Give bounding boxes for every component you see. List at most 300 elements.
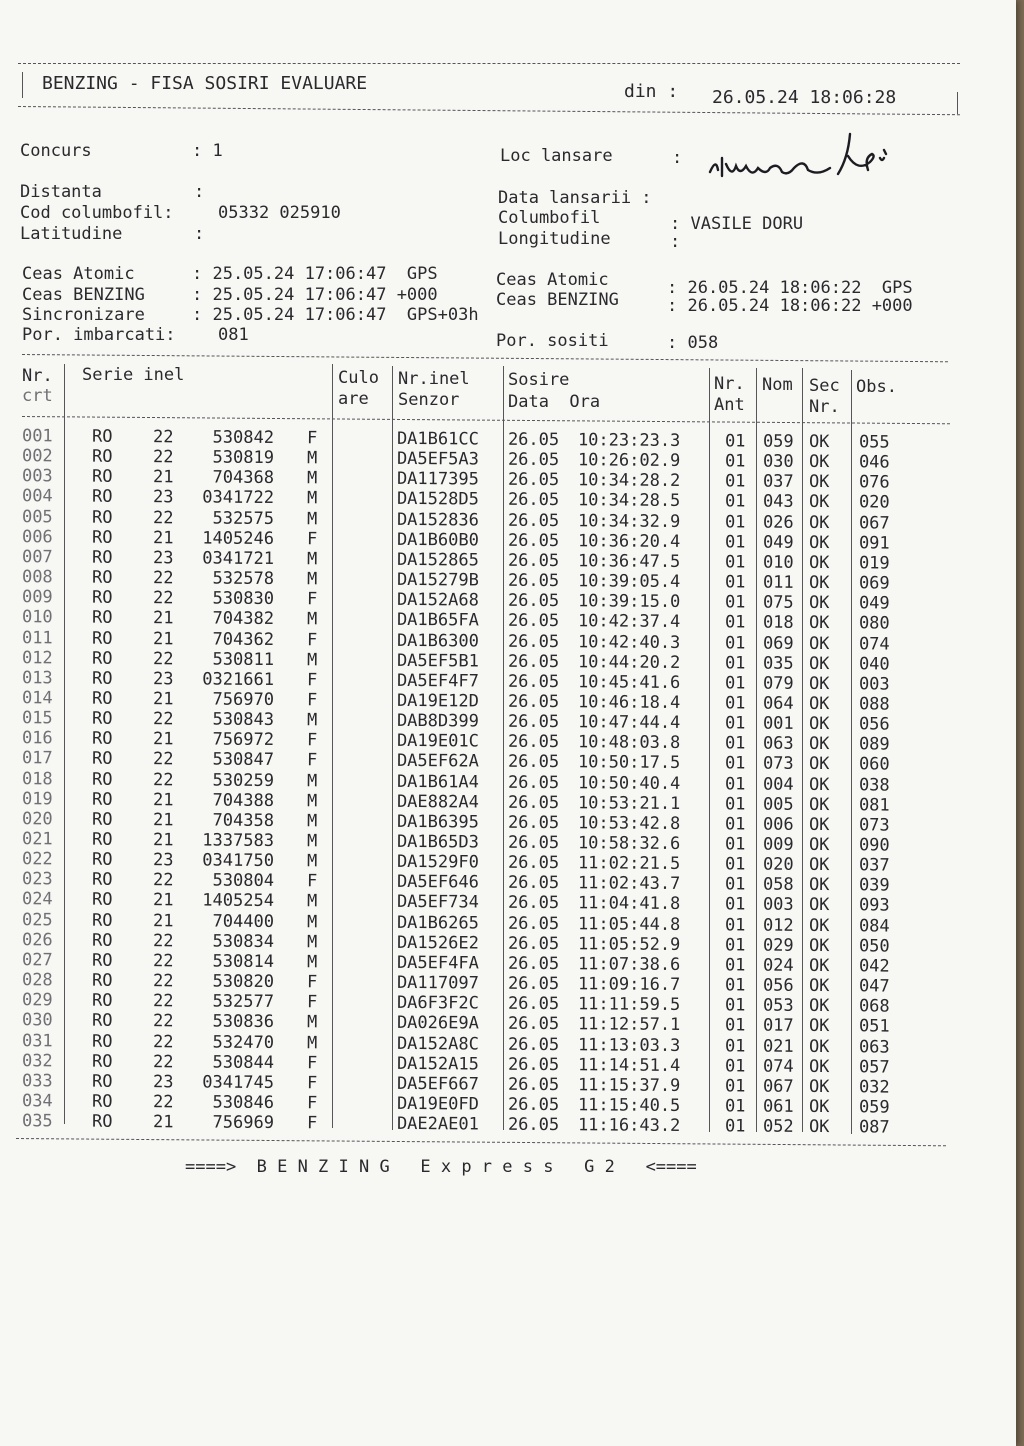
cell-ant: 01 — [724, 1076, 746, 1097]
cell-ring: 530830 — [212, 588, 275, 610]
cell-cc: RO — [91, 466, 113, 488]
cell-nom: 056 — [762, 975, 794, 996]
cell-obs: 039 — [858, 875, 890, 896]
cell-nr: 020 — [21, 809, 53, 830]
cell-sensor: DA1B6300 — [396, 630, 479, 652]
cell-cc: RO — [91, 1091, 113, 1112]
cell-sex: M — [306, 932, 318, 953]
hdr-sec-2: Nr. — [809, 397, 840, 417]
cell-ant: 01 — [724, 975, 746, 996]
cell-sec: OK — [808, 492, 830, 513]
cell-nom: 058 — [762, 874, 794, 896]
cell-sensor: DA152A68 — [396, 590, 479, 611]
cell-sex: M — [306, 831, 318, 852]
cell-sec: OK — [808, 693, 830, 715]
cell-cc: RO — [91, 809, 113, 830]
cell-ring: 704368 — [212, 467, 275, 489]
cell-cc: RO — [91, 608, 113, 629]
cell-cc: RO — [91, 446, 113, 467]
table-top-rule — [22, 354, 948, 362]
page-title: BENZING - FISA SOSIRI EVALUARE — [42, 73, 368, 94]
cell-nom: 011 — [762, 572, 794, 593]
cell-yy: 21 — [152, 628, 174, 649]
cell-time: 11:14:51.4 — [577, 1054, 681, 1076]
cod-value: 05332 025910 — [218, 203, 341, 223]
cell-ant: 01 — [724, 1116, 746, 1137]
cell-obs: 049 — [858, 593, 890, 614]
cell-time: 10:23:23.3 — [577, 430, 681, 451]
cell-ring: 530834 — [212, 931, 275, 952]
cell-sex: F — [306, 992, 318, 1013]
imbarcati-label: Por. imbarcati: — [22, 325, 176, 345]
cell-cc: RO — [91, 587, 113, 609]
cell-ant: 01 — [724, 773, 746, 795]
din-label: din : — [624, 81, 679, 102]
hdr-senzor-2: Senzor — [398, 390, 460, 410]
cell-ant: 01 — [724, 552, 746, 573]
cell-sex: M — [306, 770, 318, 791]
cell-yy: 21 — [152, 910, 174, 931]
cell-nr: 014 — [21, 688, 53, 709]
cell-sex: M — [306, 468, 318, 489]
cell-yy: 22 — [152, 991, 174, 1012]
cell-sec: OK — [808, 1096, 830, 1118]
cell-nom: 052 — [762, 1116, 794, 1137]
cell-yy: 21 — [152, 729, 174, 750]
cell-ant: 01 — [724, 794, 746, 815]
cell-obs: 056 — [858, 714, 890, 735]
cell-sensor: DA5EF5B1 — [396, 650, 479, 672]
cell-nr: 027 — [21, 950, 53, 971]
cell-sec: OK — [808, 532, 830, 553]
cell-cc: RO — [91, 950, 113, 971]
cell-sec: OK — [808, 613, 830, 634]
cell-sec: OK — [808, 1016, 830, 1037]
cell-yy: 22 — [152, 588, 174, 609]
cell-date: 26.05 — [507, 570, 560, 592]
cell-obs: 068 — [858, 996, 890, 1017]
cell-sec: OK — [808, 633, 830, 654]
cell-ring: 704400 — [212, 911, 275, 932]
cell-obs: 069 — [858, 573, 890, 594]
cell-sensor: DA1529F0 — [396, 852, 479, 873]
cell-ant: 01 — [724, 894, 746, 915]
cell-nr: 026 — [21, 929, 53, 951]
cell-ant: 01 — [724, 914, 746, 936]
cell-date: 26.05 — [507, 651, 560, 672]
cell-sec: OK — [808, 431, 830, 453]
cell-nr: 005 — [21, 506, 53, 527]
right-benzing-value: : 26.05.24 18:06:22 +000 — [667, 296, 913, 316]
din-value: 26.05.24 18:06:28 — [712, 87, 897, 108]
hdr-ant-1: Nr. — [714, 374, 745, 394]
cell-ring: 704382 — [212, 608, 275, 630]
cell-ant: 01 — [724, 673, 746, 694]
cell-date: 26.05 — [507, 792, 560, 813]
cell-sensor: DA152A8C — [396, 1033, 479, 1055]
cell-nr: 021 — [21, 829, 53, 850]
cell-date: 26.05 — [507, 631, 560, 652]
cell-sensor: DA15279B — [396, 569, 479, 591]
cell-sec: OK — [808, 834, 830, 856]
cell-sec: OK — [808, 552, 830, 573]
cell-sex: F — [306, 589, 318, 610]
cell-sec: OK — [808, 572, 830, 594]
header-top-rule — [18, 63, 960, 64]
cell-cc: RO — [91, 769, 113, 790]
cell-time: 10:34:28.5 — [577, 490, 681, 512]
cell-sec: OK — [808, 593, 830, 614]
cell-date: 26.05 — [507, 611, 560, 632]
cell-nom: 003 — [762, 895, 794, 916]
cell-date: 26.05 — [507, 1034, 560, 1055]
cell-date: 26.05 — [507, 590, 560, 612]
cell-sex: F — [306, 428, 318, 449]
hdr-senzor-1: Nr.inel — [398, 369, 470, 389]
cell-nr: 017 — [21, 748, 53, 769]
cell-sensor: DA1B60B0 — [396, 529, 479, 551]
cell-nom: 067 — [762, 1076, 794, 1097]
cell-sex: F — [306, 750, 318, 771]
cell-date: 26.05 — [507, 530, 560, 551]
cell-sensor: DAE2AE01 — [396, 1114, 479, 1135]
cell-sex: M — [306, 1032, 318, 1053]
cell-obs: 050 — [858, 936, 890, 957]
cell-obs: 038 — [858, 774, 890, 796]
cell-nr: 032 — [21, 1050, 53, 1072]
cell-sex: F — [306, 871, 318, 892]
cell-ring: 530842 — [212, 427, 275, 449]
cell-cc: RO — [91, 789, 113, 810]
cell-yy: 22 — [152, 1051, 174, 1072]
cell-sec: OK — [808, 895, 830, 916]
cell-yy: 23 — [152, 850, 174, 871]
cell-sensor: DA5EF646 — [396, 872, 479, 893]
cell-ring: 532578 — [212, 568, 275, 590]
cell-yy: 23 — [152, 668, 174, 690]
cell-nr: 009 — [21, 587, 53, 608]
cell-time: 10:39:15.0 — [577, 591, 681, 613]
cell-sex: F — [306, 1052, 318, 1073]
cell-ring: 530811 — [212, 649, 275, 670]
cell-sensor: DA152A15 — [396, 1053, 479, 1075]
cell-obs: 060 — [858, 754, 890, 775]
cell-sex: M — [306, 891, 318, 912]
cell-yy: 22 — [152, 648, 174, 669]
cell-obs: 093 — [858, 895, 890, 916]
cell-date: 26.05 — [507, 752, 560, 773]
hdr-sosire-1: Sosire — [508, 370, 570, 390]
cell-sensor: DA1B61CC — [396, 428, 479, 450]
cell-sex: F — [306, 972, 318, 993]
cell-ring: 0341745 — [202, 1072, 275, 1093]
longitudine-colon: : — [670, 232, 681, 252]
cell-sensor: DA19E0FD — [396, 1093, 479, 1115]
cell-date: 26.05 — [507, 711, 560, 733]
cell-sensor: DA1526E2 — [396, 932, 479, 954]
cell-yy: 23 — [152, 1071, 174, 1093]
cell-cc: RO — [91, 910, 113, 931]
cell-ant: 01 — [724, 834, 746, 855]
cell-obs: 051 — [858, 1016, 890, 1037]
cell-obs: 067 — [858, 512, 890, 534]
cell-sensor: DA117097 — [396, 972, 479, 994]
cell-ant: 01 — [724, 753, 746, 774]
cell-date: 26.05 — [507, 490, 560, 511]
cell-sex: M — [306, 851, 318, 872]
longitudine-label: Longitudine — [498, 229, 611, 249]
cell-nr: 003 — [21, 466, 53, 487]
left-benzing-label: Ceas BENZING — [22, 285, 145, 305]
cell-sensor: DA117395 — [396, 469, 479, 490]
cell-nom: 049 — [762, 532, 794, 553]
cell-date: 26.05 — [507, 772, 560, 793]
cell-yy: 21 — [152, 789, 174, 810]
cell-sex: M — [306, 649, 318, 670]
cell-yy: 22 — [152, 951, 174, 972]
cell-time: 11:02:43.7 — [577, 873, 681, 895]
cell-yy: 21 — [152, 1112, 174, 1133]
sincronizare-label: Sincronizare — [22, 305, 145, 325]
cell-nr: 018 — [21, 768, 53, 789]
columbofil-label: Columbofil — [498, 208, 601, 228]
data-lansarii-label: Data lansarii : — [498, 188, 652, 208]
cell-date: 26.05 — [507, 510, 560, 531]
cell-cc: RO — [91, 487, 113, 508]
cell-yy: 22 — [152, 709, 174, 730]
cell-ring: 530820 — [212, 971, 275, 993]
cell-time: 11:15:37.9 — [577, 1075, 681, 1096]
cell-ring: 1405254 — [202, 890, 275, 912]
cell-nom: 026 — [762, 512, 794, 533]
left-atomic-label: Ceas Atomic — [22, 264, 135, 284]
cell-yy: 23 — [152, 548, 174, 569]
cell-cc: RO — [91, 728, 113, 750]
cell-sec: OK — [808, 875, 830, 896]
cell-sex: M — [306, 508, 318, 529]
cell-ant: 01 — [724, 1055, 746, 1077]
header-left-bar — [22, 72, 23, 98]
cell-time: 11:09:16.7 — [577, 974, 681, 996]
cell-yy: 21 — [152, 527, 174, 549]
cell-nr: 013 — [21, 667, 53, 689]
loc-lansare-label: Loc lansare — [500, 146, 613, 166]
cell-cc: RO — [91, 1051, 113, 1072]
cell-cc: RO — [91, 426, 113, 447]
cell-ant: 01 — [724, 1096, 746, 1117]
cell-date: 26.05 — [507, 1074, 560, 1095]
cell-sec: OK — [808, 1036, 830, 1057]
cell-ant: 01 — [724, 1035, 746, 1056]
cell-sensor: DA5EF4FA — [396, 952, 479, 974]
cell-yy: 22 — [152, 870, 174, 891]
cell-nr: 008 — [21, 567, 53, 588]
cell-sec: OK — [808, 653, 830, 674]
cell-nr: 031 — [21, 1030, 53, 1051]
cell-nr: 025 — [21, 909, 53, 930]
cell-obs: 089 — [858, 734, 890, 755]
cell-cc: RO — [91, 507, 113, 528]
cell-nr: 011 — [21, 627, 53, 648]
imbarcati-value: 081 — [218, 325, 249, 345]
cell-sec: OK — [808, 452, 830, 473]
cell-date: 26.05 — [507, 973, 560, 995]
cell-ant: 01 — [724, 491, 746, 512]
cell-yy: 22 — [152, 568, 174, 589]
cell-obs: 076 — [858, 472, 890, 493]
cell-yy: 21 — [152, 890, 174, 911]
cell-ring: 1405246 — [202, 528, 275, 549]
cell-obs: 057 — [858, 1056, 890, 1078]
sositi-label: Por. sositi — [496, 331, 609, 351]
cell-yy: 22 — [152, 1092, 174, 1113]
cell-sensor: DA6F3F2C — [396, 993, 479, 1014]
cell-date: 26.05 — [507, 449, 560, 471]
cell-cc: RO — [91, 688, 113, 709]
cell-ant: 01 — [724, 612, 746, 633]
cell-nr: 033 — [21, 1070, 53, 1092]
cell-date: 26.05 — [507, 429, 560, 451]
cell-ring: 530814 — [212, 951, 275, 972]
cell-ring: 530259 — [212, 770, 275, 791]
cell-ant: 01 — [724, 995, 746, 1016]
cell-date: 26.05 — [507, 1014, 560, 1035]
hdr-crt: crt — [22, 386, 53, 406]
cell-cc: RO — [91, 527, 113, 548]
cell-yy: 21 — [152, 830, 174, 851]
cell-sec: OK — [808, 935, 830, 956]
cell-sex: M — [306, 911, 318, 932]
cell-ring: 704362 — [212, 629, 275, 650]
cell-nom: 035 — [762, 653, 794, 674]
cell-sex: F — [306, 1073, 318, 1094]
cell-obs: 084 — [858, 915, 890, 937]
cell-time: 11:05:52.9 — [577, 933, 681, 955]
cell-date: 26.05 — [507, 933, 560, 954]
cell-sec: OK — [808, 915, 830, 936]
hdr-serie: Serie inel — [82, 365, 185, 385]
cell-time: 10:39:05.4 — [577, 571, 681, 593]
cell-nom: 029 — [762, 935, 794, 956]
table-bottom-rule — [16, 1138, 946, 1146]
cell-nom: 063 — [762, 733, 794, 755]
cell-sensor: DA1B65FA — [396, 610, 479, 631]
cell-date: 26.05 — [507, 731, 560, 753]
cell-ant: 01 — [724, 471, 746, 492]
cell-nom: 006 — [762, 814, 794, 835]
cell-date: 26.05 — [507, 812, 560, 833]
cell-sex: M — [306, 609, 318, 630]
cell-sex: F — [306, 1113, 318, 1134]
cell-sec: OK — [808, 754, 830, 775]
cell-ant: 01 — [724, 431, 746, 452]
cell-nr: 006 — [21, 526, 53, 548]
cell-nr: 015 — [21, 708, 53, 729]
cell-sec: OK — [808, 472, 830, 493]
cell-ant: 01 — [724, 632, 746, 653]
cell-time: 10:36:47.5 — [577, 551, 681, 572]
cell-time: 11:12:57.1 — [577, 1014, 681, 1036]
cell-sensor: DA152836 — [396, 509, 479, 531]
cell-obs: 063 — [858, 1036, 890, 1058]
cell-ant: 01 — [724, 935, 746, 956]
cell-cc: RO — [91, 628, 113, 649]
cell-ring: 704388 — [212, 790, 275, 811]
cell-sensor: DA1B61A4 — [396, 771, 479, 793]
hdr-nr: Nr. — [22, 366, 53, 386]
cell-sex: M — [306, 952, 318, 973]
sositi-value: : 058 — [667, 333, 719, 353]
cell-ring: 530836 — [212, 1011, 275, 1033]
cell-nr: 024 — [21, 889, 53, 910]
cell-time: 10:50:40.4 — [577, 772, 681, 794]
cell-ant: 01 — [724, 814, 746, 835]
cell-ant: 01 — [724, 713, 746, 734]
cell-nom: 073 — [762, 753, 794, 775]
concurs-label: Concurs — [20, 141, 92, 161]
cell-nom: 074 — [762, 1056, 794, 1077]
cell-time: 10:34:32.9 — [577, 510, 681, 532]
cell-sec: OK — [808, 1117, 830, 1138]
cell-cc: RO — [91, 648, 113, 669]
cell-ring: 704358 — [212, 810, 275, 831]
cell-nr: 022 — [21, 849, 53, 870]
cell-time: 10:45:41.6 — [577, 672, 681, 693]
cell-sec: OK — [808, 673, 830, 694]
cell-date: 26.05 — [507, 893, 560, 914]
cell-obs: 073 — [858, 815, 890, 836]
cell-yy: 21 — [152, 608, 174, 629]
cell-ant: 01 — [724, 652, 746, 674]
cell-sec: OK — [808, 975, 830, 997]
cell-date: 26.05 — [507, 993, 560, 1015]
cell-date: 26.05 — [507, 1054, 560, 1075]
cell-sec: OK — [808, 714, 830, 735]
cell-nom: 004 — [762, 774, 794, 795]
cell-sensor: DA19E01C — [396, 731, 479, 752]
cell-ant: 01 — [724, 854, 746, 875]
cell-cc: RO — [91, 1071, 113, 1092]
cell-date: 26.05 — [507, 873, 560, 894]
cell-time: 10:34:28.2 — [577, 470, 681, 492]
cell-nom: 053 — [762, 995, 794, 1017]
cell-time: 11:02:21.5 — [577, 853, 681, 875]
cell-sensor: DA1528D5 — [396, 489, 479, 510]
cell-ant: 01 — [724, 511, 746, 533]
cell-sec: OK — [808, 955, 830, 976]
hdr-ant-2: Ant — [714, 395, 745, 415]
cell-obs: 020 — [858, 492, 890, 513]
left-atomic-value: : 25.05.24 17:06:47 GPS — [192, 264, 438, 284]
cell-ant: 01 — [724, 451, 746, 472]
cell-sec: OK — [808, 855, 830, 876]
cell-ring: 756970 — [212, 689, 275, 710]
cell-ant: 01 — [724, 733, 746, 754]
cell-time: 11:13:03.3 — [577, 1034, 681, 1056]
cell-time: 11:11:59.5 — [577, 994, 681, 1016]
cell-sensor: DA1B6265 — [396, 912, 479, 934]
cell-sensor: DA19E12D — [396, 690, 479, 712]
cell-yy: 22 — [152, 447, 174, 468]
loc-lansare-colon: : — [672, 148, 683, 168]
cell-ant: 01 — [724, 572, 746, 593]
cell-sensor: DA026E9A — [396, 1013, 479, 1034]
cell-nr: 019 — [21, 788, 53, 810]
cell-yy: 22 — [152, 1031, 174, 1052]
cell-yy: 22 — [152, 507, 174, 528]
cell-nr: 035 — [21, 1111, 53, 1132]
cell-nr: 012 — [21, 647, 53, 669]
